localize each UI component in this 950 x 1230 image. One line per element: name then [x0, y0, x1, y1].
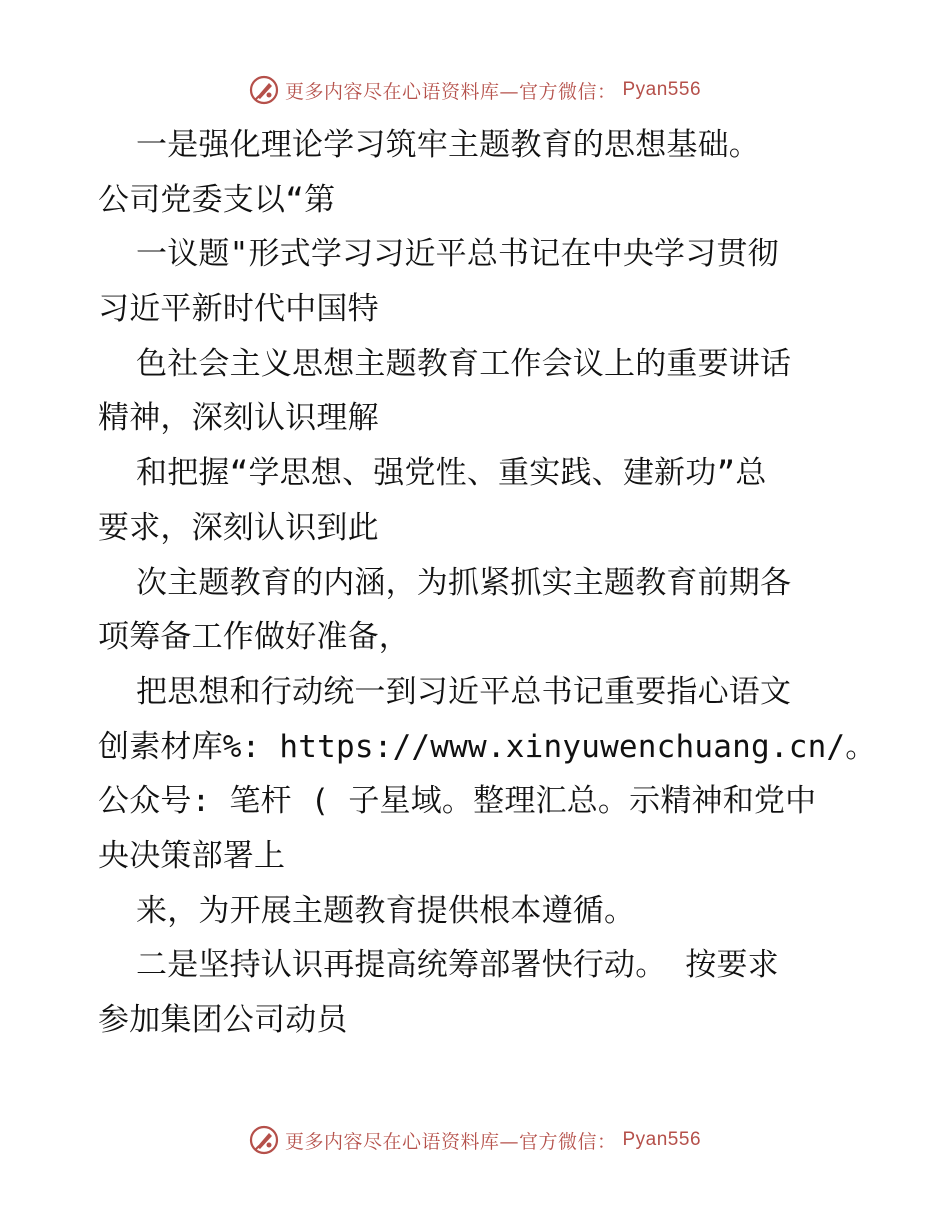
- text-line: 要求，深刻认识到此: [98, 509, 379, 546]
- watermark-text: 更多内容尽在心语资料库—官方微信：: [284, 80, 617, 103]
- watermark-text: 更多内容尽在心语资料库—官方微信：: [284, 1130, 617, 1153]
- footer-watermark: [0, 1120, 950, 1160]
- text-line: 色社会主义思想主题教育工作会议上的重要讲话: [136, 345, 792, 382]
- text-line: 习近平新时代中国特: [98, 291, 379, 328]
- quill-logo-icon: [249, 1125, 279, 1155]
- text-line: 央决策部署上: [98, 837, 286, 874]
- text-line: 公众号: 笔杆 ( 子星域。整理汇总。示精神和党中: [98, 783, 817, 820]
- text-line: 项筹备工作做好准备，: [98, 619, 410, 656]
- header-watermark: [0, 70, 950, 110]
- text-line: 精神，深刻认识理解: [98, 400, 379, 437]
- text-line: 参加集团公司动员: [98, 1002, 348, 1038]
- document-body: [98, 118, 877, 1048]
- text-line: 一议题"形式学习习近平总书记在中央学习贯彻: [136, 236, 779, 273]
- text-line: 和把握“学思想、强党性、重实践、建新功”总: [136, 455, 767, 492]
- text-line: 来，为开展主题教育提供根本遵循。: [136, 892, 636, 929]
- text-line: 把思想和行动统一到习近平总书记重要指心语文: [136, 673, 792, 710]
- text-line: 公司党委支以“第: [98, 181, 336, 218]
- text-line: 二是坚持认识再提高统筹部署快行动。 按要求: [136, 947, 779, 984]
- wechat-handle: Pyan556: [622, 79, 702, 100]
- text-line: 一是强化理论学习筑牢主题教育的思想基础。: [136, 127, 760, 163]
- wechat-handle: Pyan556: [622, 1129, 702, 1150]
- quill-logo-icon: [249, 75, 279, 105]
- text-line: 创素材库%: https://www.xinyuwenchuang.cn/。: [98, 728, 877, 765]
- text-line: 次主题教育的内涵，为抓紧抓实主题教育前期各: [136, 564, 792, 601]
